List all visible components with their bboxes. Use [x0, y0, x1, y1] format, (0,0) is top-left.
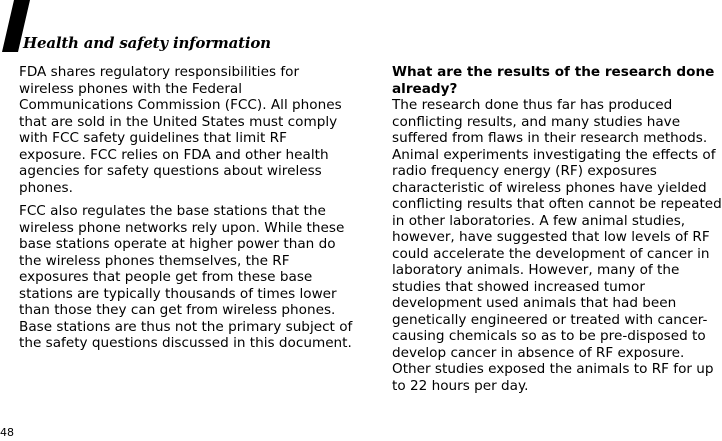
page-number: 48 [0, 426, 14, 439]
page-header-title: Health and safety information [23, 34, 271, 52]
left-paragraph-2: FCC also regulates the base stations that the wireless phone networks rely upon. While these base stations operate at higher power than do the wireless phones themselves, the RF exposures that people get from these base stations are typically thousands of times lower than those they can get from wireless phones. Base stations are thus not the primary subject of the safety questions discussed in this document. [19, 203, 353, 351]
right-column [392, 64, 722, 394]
section-heading: What are the results of the research done already? [392, 64, 715, 97]
right-paragraph: The research done thus far has produced conflicting results, and many studies have suffered from flaws in their research methods. Animal experiments investigating the effects of radio frequency energy (RF) exposures characteristic of wireless phones have yielded conflicting results that often cannot be repeated in other laboratories. A few animal studies, however, have suggested that low levels of RF could accelerate the development of cancer in laboratory animals. However, many of the studies that showed increased tumor development used animals that had been genetically engineered or treated with cancer-causing chemicals so as to be pre-disposed to develop cancer in absence of RF exposure. Other studies exposed the animals to RF for up to 22 hours per day. [392, 97, 722, 394]
left-paragraph-1: FDA shares regulatory responsibilities for wireless phones with the Federal Communications Commission (FCC). All phones that are sold in the United States must comply with FCC safety guidelines that limit RF exposure. FCC relies on FDA and other health agencies for safety questions about wireless phones. [19, 64, 342, 196]
left-column [19, 64, 355, 352]
